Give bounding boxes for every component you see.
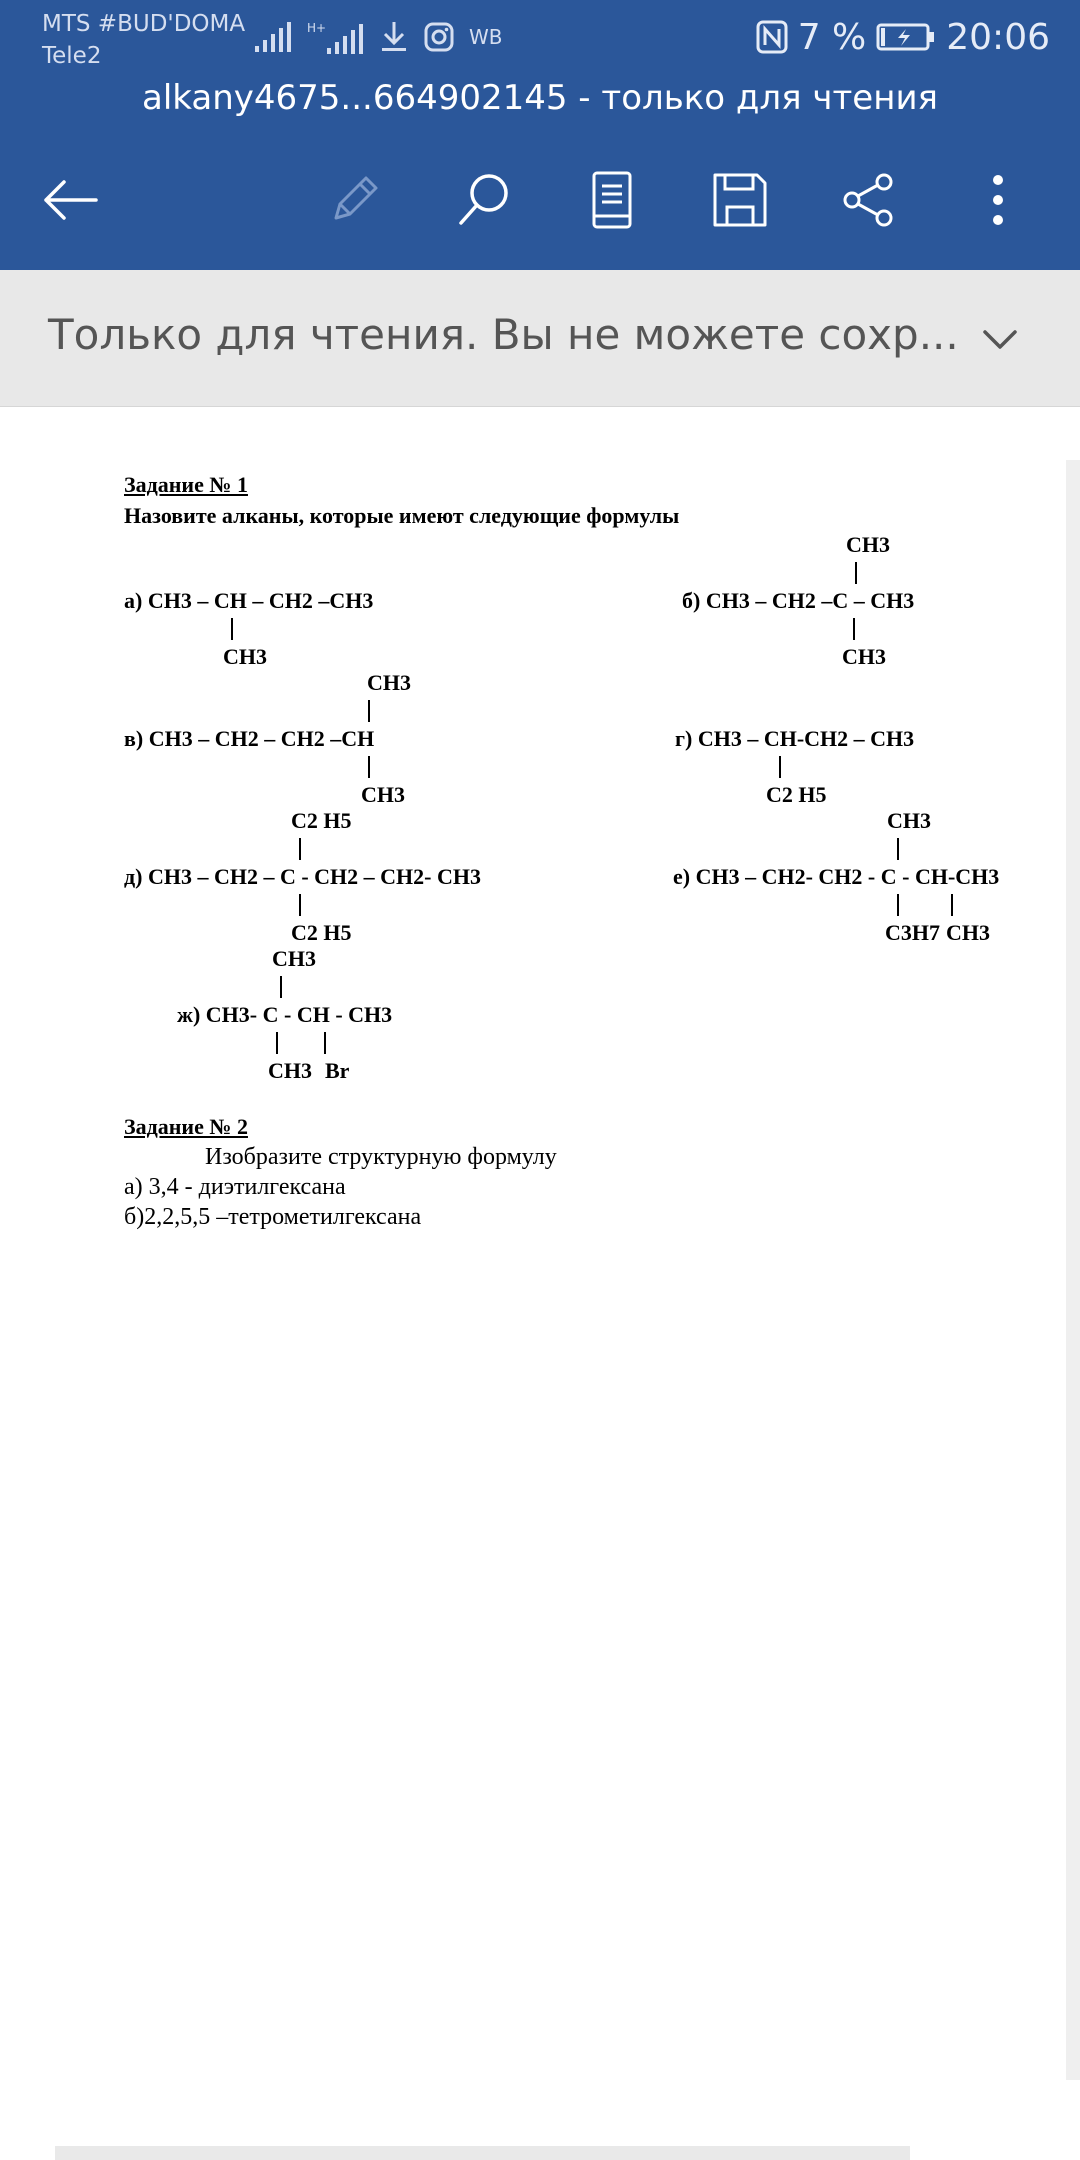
bond-line — [853, 618, 855, 640]
bond-line — [368, 756, 370, 778]
formula-v-bottom: CH3 — [361, 782, 405, 807]
bond-line — [280, 976, 282, 998]
formula-e-top: CH3 — [887, 808, 931, 833]
battery-percent: 7 % — [797, 16, 867, 58]
formula-b: б) CH3 – CH2 –C – CH3 — [682, 588, 915, 613]
formula-zh-top: CH3 — [272, 946, 316, 971]
save-button[interactable] — [700, 160, 780, 240]
share-icon — [840, 172, 896, 228]
wb-label: WB — [469, 25, 503, 49]
page-edge-shadow — [1066, 460, 1080, 2080]
document-content — [0, 408, 1080, 1708]
back-button[interactable] — [30, 160, 110, 240]
formula-v: в) CH3 – CH2 – CH2 –CH — [124, 726, 375, 751]
carrier-info — [42, 8, 245, 72]
carrier-1: MTS #BUD'DOMA — [42, 11, 246, 37]
nfc-icon — [756, 20, 788, 54]
save-icon — [711, 171, 769, 229]
formula-zh: ж) CH3- C - CH - CH3 — [177, 1002, 393, 1027]
bond-line — [897, 838, 899, 860]
bond-line — [855, 562, 857, 584]
clock: 20:06 — [946, 16, 1050, 58]
download-icon — [379, 20, 409, 54]
formula-a-bottom: CH3 — [223, 644, 267, 669]
svg-text:H+: H+ — [307, 21, 327, 35]
banner-expand-button[interactable] — [960, 300, 1040, 380]
carrier-2: Tele2 — [42, 43, 102, 69]
task2-instruction: Изобразите структурную формулу — [205, 1144, 557, 1170]
formula-zh-bottom-1: CH3 — [268, 1058, 312, 1083]
formula-d-top: C2 H5 — [291, 808, 352, 833]
document-title: alkany4675...664902145 - только для чтения — [141, 78, 938, 118]
formula-e: е) CH3 – CH2- CH2 - C - CH-CH3 — [673, 864, 1000, 889]
formula-e-bottom-2: CH3 — [946, 920, 990, 945]
task2-heading: Задание № 2 — [124, 1114, 248, 1139]
formula-g: г) CH3 – CH-CH2 – CH3 — [675, 726, 915, 751]
bond-line — [779, 756, 781, 778]
status-icons — [255, 12, 503, 62]
search-button[interactable] — [444, 160, 524, 240]
app-bar — [0, 0, 1080, 270]
bond-line — [897, 894, 899, 916]
formula-g-bottom: C2 H5 — [766, 782, 827, 807]
search-icon — [455, 171, 513, 229]
document-page[interactable] — [0, 408, 1080, 2160]
formula-a: а) CH3 – CH – CH2 –CH3 — [124, 588, 374, 613]
read-only-banner[interactable] — [0, 270, 1080, 407]
bond-line — [368, 700, 370, 722]
bond-line — [951, 894, 953, 916]
formula-d-bottom: C2 H5 — [291, 920, 352, 945]
task2-item-a: а) 3,4 - диэтилгексана — [124, 1174, 346, 1200]
formula-b-bottom: CH3 — [842, 644, 886, 669]
bond-line — [299, 838, 301, 860]
reading-view-icon — [590, 170, 634, 230]
task1-heading: Задание № 1 — [124, 472, 248, 497]
formula-v-top: CH3 — [367, 670, 411, 695]
pencil-icon — [326, 172, 382, 228]
share-button[interactable] — [828, 160, 908, 240]
bond-line — [231, 618, 233, 640]
toolbar — [0, 160, 1080, 240]
status-right — [756, 12, 1050, 62]
battery-charging-icon — [876, 22, 936, 52]
bond-line — [276, 1032, 278, 1054]
bond-line — [324, 1032, 326, 1054]
task1-instruction: Назовите алканы, которые имеют следующие формулы — [124, 503, 680, 528]
signal-hplus-icon — [307, 20, 365, 54]
formula-d: д) CH3 – CH2 – C - CH2 – CH2- CH3 — [124, 864, 481, 889]
more-options-button[interactable] — [958, 160, 1038, 240]
bond-line — [299, 894, 301, 916]
signal-icon — [255, 22, 293, 52]
chevron-down-icon — [982, 329, 1018, 351]
task2-item-b: б)2,2,5,5 –тетрометилгексана — [124, 1204, 422, 1230]
formula-e-bottom-1: C3H7 — [885, 920, 940, 945]
horizontal-scrollbar[interactable] — [55, 2146, 910, 2160]
reading-view-button[interactable] — [572, 160, 652, 240]
instagram-icon — [423, 21, 455, 53]
formula-zh-bottom-2: Br — [325, 1058, 350, 1083]
formula-b-top: CH3 — [846, 532, 890, 557]
edit-button[interactable] — [314, 160, 394, 240]
back-arrow-icon — [40, 178, 100, 222]
read-only-message: Только для чтения. Вы не можете сохр... — [48, 310, 959, 359]
more-vertical-icon — [988, 172, 1008, 228]
